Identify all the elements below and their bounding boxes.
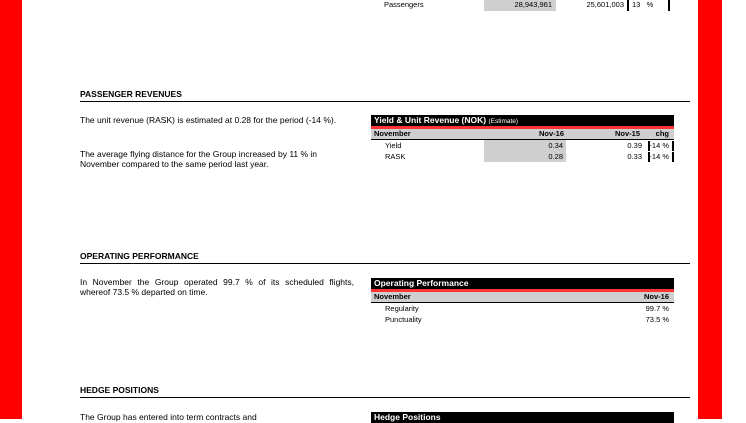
table-header: Hedge Positions bbox=[371, 412, 674, 423]
operating-performance-title: OPERATING PERFORMANCE bbox=[80, 251, 690, 264]
column-separator bbox=[627, 0, 629, 11]
passengers-current: 28,943,961 bbox=[484, 0, 556, 11]
passengers-label: Passengers bbox=[384, 0, 424, 9]
table-column-header: November Nov-16 Nov-15 chg bbox=[371, 129, 674, 140]
passenger-revenues-title: PASSENGER REVENUES bbox=[80, 89, 690, 102]
document-page bbox=[22, 0, 698, 422]
yield-unit-revenue-table bbox=[371, 115, 674, 162]
operating-performance-table bbox=[371, 278, 674, 325]
table-row: Yield 0.34 0.39 -14 % bbox=[371, 140, 674, 151]
passengers-change: 13 % bbox=[632, 0, 654, 9]
left-red-border bbox=[0, 0, 22, 419]
operating-performance-para-1: In November the Group operated 99.7 % of its scheduled flights, whereof 73.5 % departed on time. bbox=[80, 277, 354, 297]
right-red-border bbox=[698, 0, 722, 419]
passenger-revenues-para-2: The average flying distance for the Group increased by 11 % in November compared to the same period last year. bbox=[80, 149, 318, 169]
column-separator bbox=[668, 0, 670, 11]
hedge-positions-para-1: The Group has entered into term contracts and bbox=[80, 412, 257, 422]
passengers-previous: 25,601,003 bbox=[586, 0, 624, 9]
passengers-row bbox=[22, 0, 698, 11]
table-header: Yield & Unit Revenue (NOK) (Estimate) bbox=[371, 115, 674, 126]
hedge-positions-table bbox=[371, 412, 674, 423]
table-column-header: November Nov-16 bbox=[371, 292, 674, 303]
table-row: RASK 0.28 0.33 -14 % bbox=[371, 151, 674, 162]
hedge-positions-title: HEDGE POSITIONS bbox=[80, 385, 690, 398]
table-row: Regularity 99.7 % bbox=[385, 304, 669, 313]
table-header: Operating Performance bbox=[371, 278, 674, 289]
table-row: Punctuality 73.5 % bbox=[385, 315, 669, 324]
passenger-revenues-para-1: The unit revenue (RASK) is estimated at 0.28 for the period (-14 %). bbox=[80, 115, 337, 125]
